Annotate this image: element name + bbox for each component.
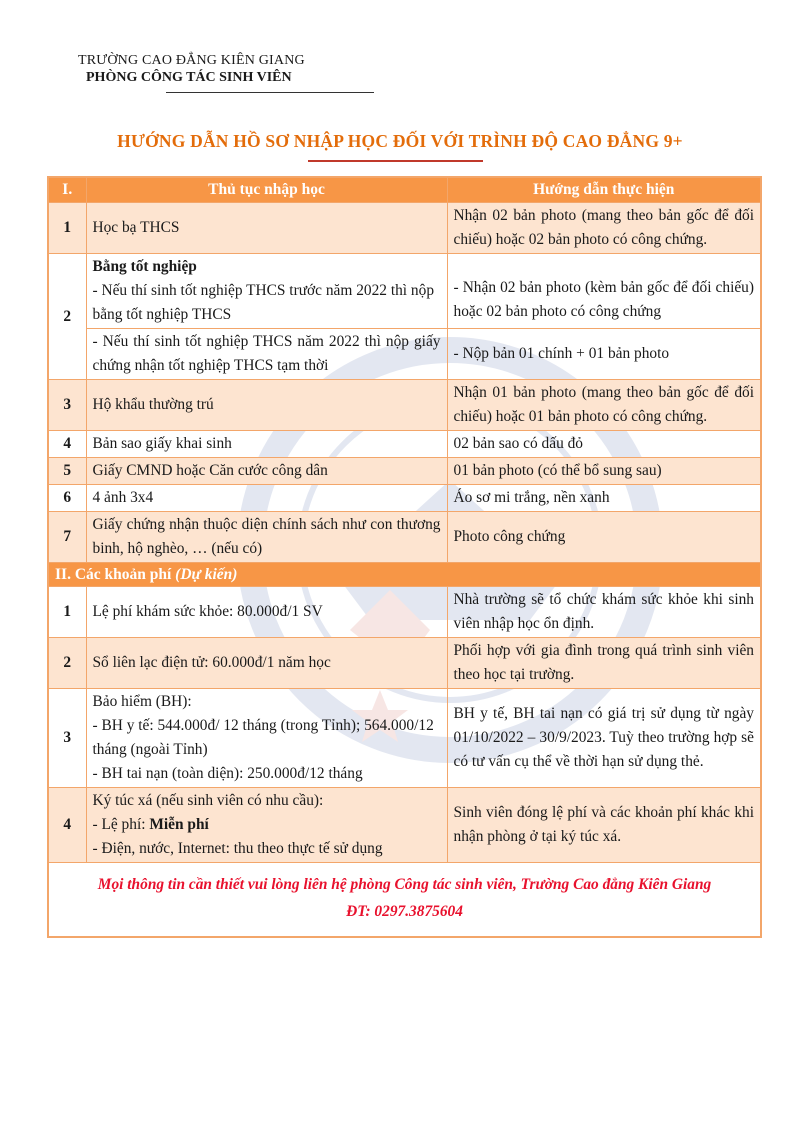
guide-cell: Phối hợp với gia đình trong quá trình sinh viên theo học tại trường. — [447, 638, 761, 689]
guide-cell: Sinh viên đóng lệ phí và các khoản phí khác khi nhận phòng ở tại ký túc xá. — [447, 788, 761, 863]
department-name: PHÒNG CÔNG TÁC SINH VIÊN — [86, 70, 292, 85]
guide-cell: Nhận 01 bản photo (mang theo bản gốc để đối chiếu) hoặc 01 bản photo có công chứng. — [447, 380, 761, 431]
accident-insurance-text: - BH tai nạn (toàn diện): 250.000đ/12 tháng — [92, 765, 363, 782]
procedure-cell: Giấy chứng nhận thuộc diện chính sách như con thương binh, hộ nghèo, … (nếu có) — [86, 512, 447, 563]
admission-guide-table — [47, 176, 762, 938]
health-insurance-text: - BH y tế: 544.000đ/ 12 tháng (trong Tỉnh); 564.000/12 tháng (ngoài Tỉnh) — [92, 717, 434, 758]
diploma-before-2022-text: - Nếu thí sinh tốt nghiệp THCS trước năm 2022 thì nộp bằng tốt nghiệp THCS — [92, 282, 435, 323]
procedure-cell: - Nếu thí sinh tốt nghiệp THCS năm 2022 thì nộp giấy chứng nhận tốt nghiệp THCS tạm thời — [86, 329, 447, 380]
table-row — [48, 587, 761, 638]
row-number: 7 — [48, 512, 86, 563]
guide-cell: - Nhận 02 bản photo (kèm bản gốc để đối chiếu) hoặc 02 bản photo có công chứng — [447, 254, 761, 329]
procedure-column-header: Thủ tục nhập học — [86, 177, 447, 203]
row-number: 4 — [48, 788, 86, 863]
dormitory-heading: Ký túc xá (nếu sinh viên có nhu cầu): — [92, 792, 324, 809]
diploma-heading: Bằng tốt nghiệp — [92, 258, 197, 275]
procedure-cell: Bản sao giấy khai sinh — [86, 431, 447, 458]
row-number: 4 — [48, 431, 86, 458]
insurance-heading: Bảo hiểm (BH): — [92, 693, 192, 710]
dormitory-fee-line — [93, 813, 441, 837]
row-number: 3 — [48, 380, 86, 431]
row-number: 1 — [48, 203, 86, 254]
document-header — [78, 53, 338, 93]
guide-cell: - Nộp bản 01 chính + 01 bản photo — [447, 329, 761, 380]
dormitory-fee-value: Miễn phí — [149, 816, 209, 833]
table-row — [48, 380, 761, 431]
procedure-cell — [86, 254, 447, 329]
contact-footer-row — [48, 863, 761, 938]
document-title: HƯỚNG DẪN HỒ SƠ NHẬP HỌC ĐỐI VỚI TRÌNH ĐỘ CAO ĐẲNG 9+ — [117, 131, 683, 151]
table-row — [48, 431, 761, 458]
guide-cell: Áo sơ mi trắng, nền xanh — [447, 485, 761, 512]
section-1-number: I. — [48, 177, 86, 203]
guide-cell: Nhà trường sẽ tổ chức khám sức khỏe khi sinh viên nhập học ổn định. — [447, 587, 761, 638]
guide-cell: Photo công chứng — [447, 512, 761, 563]
table-row — [48, 254, 761, 329]
row-number: 6 — [48, 485, 86, 512]
procedure-cell: Giấy CMND hoặc Căn cước công dân — [86, 458, 447, 485]
fee-cell: Sổ liên lạc điện tử: 60.000đ/1 năm học — [86, 638, 447, 689]
fee-cell: Lệ phí khám sức khỏe: 80.000đ/1 SV — [86, 587, 447, 638]
fee-cell — [86, 788, 447, 863]
section-2-title — [48, 563, 761, 587]
utilities-text: - Điện, nước, Internet: thu theo thực tế sử dụng — [92, 840, 383, 857]
guide-column-header: Hướng dẫn thực hiện — [447, 177, 761, 203]
row-number: 1 — [48, 587, 86, 638]
section-2-note: (Dự kiến) — [175, 566, 238, 583]
procedure-cell: 4 ảnh 3x4 — [86, 485, 447, 512]
table-row — [48, 638, 761, 689]
title-underline — [308, 160, 483, 162]
guide-cell: BH y tế, BH tai nạn có giá trị sử dụng từ ngày 01/10/2022 – 30/9/2023. Tuỳ theo trường hợp sẽ có tư vấn cụ thể về thời hạn sử dụng thẻ. — [447, 689, 761, 788]
table-row — [48, 329, 761, 380]
fee-cell — [86, 689, 447, 788]
contact-footer — [48, 863, 761, 938]
table-row — [48, 689, 761, 788]
table-row — [48, 485, 761, 512]
row-number: 3 — [48, 689, 86, 788]
table-row — [48, 203, 761, 254]
procedure-cell: Hộ khẩu thường trú — [86, 380, 447, 431]
section-2-label: II. Các khoản phí — [55, 566, 172, 583]
table-row — [48, 788, 761, 863]
table-row — [48, 458, 761, 485]
school-name: TRƯỜNG CAO ĐẲNG KIÊN GIANG — [78, 53, 305, 68]
section-2-header-row — [48, 563, 761, 587]
dormitory-fee-prefix: - Lệ phí: — [92, 816, 150, 833]
header-underline — [166, 92, 374, 93]
procedure-cell: Học bạ THCS — [86, 203, 447, 254]
guide-cell: 02 bản sao có dấu đỏ — [447, 431, 761, 458]
row-number: 5 — [48, 458, 86, 485]
section-1-header-row — [48, 177, 761, 203]
contact-text: Mọi thông tin cần thiết vui lòng liên hệ phòng Công tác sinh viên, Trường Cao đẳng Kiên Giang — [97, 876, 712, 893]
contact-phone: ĐT: 0297.3875604 — [346, 903, 463, 920]
table-row — [48, 512, 761, 563]
row-number: 2 — [48, 254, 86, 380]
row-number: 2 — [48, 638, 86, 689]
guide-cell: Nhận 02 bản photo (mang theo bản gốc để đối chiếu) hoặc 02 bản photo có công chứng. — [447, 203, 761, 254]
guide-cell: 01 bản photo (có thể bổ sung sau) — [447, 458, 761, 485]
